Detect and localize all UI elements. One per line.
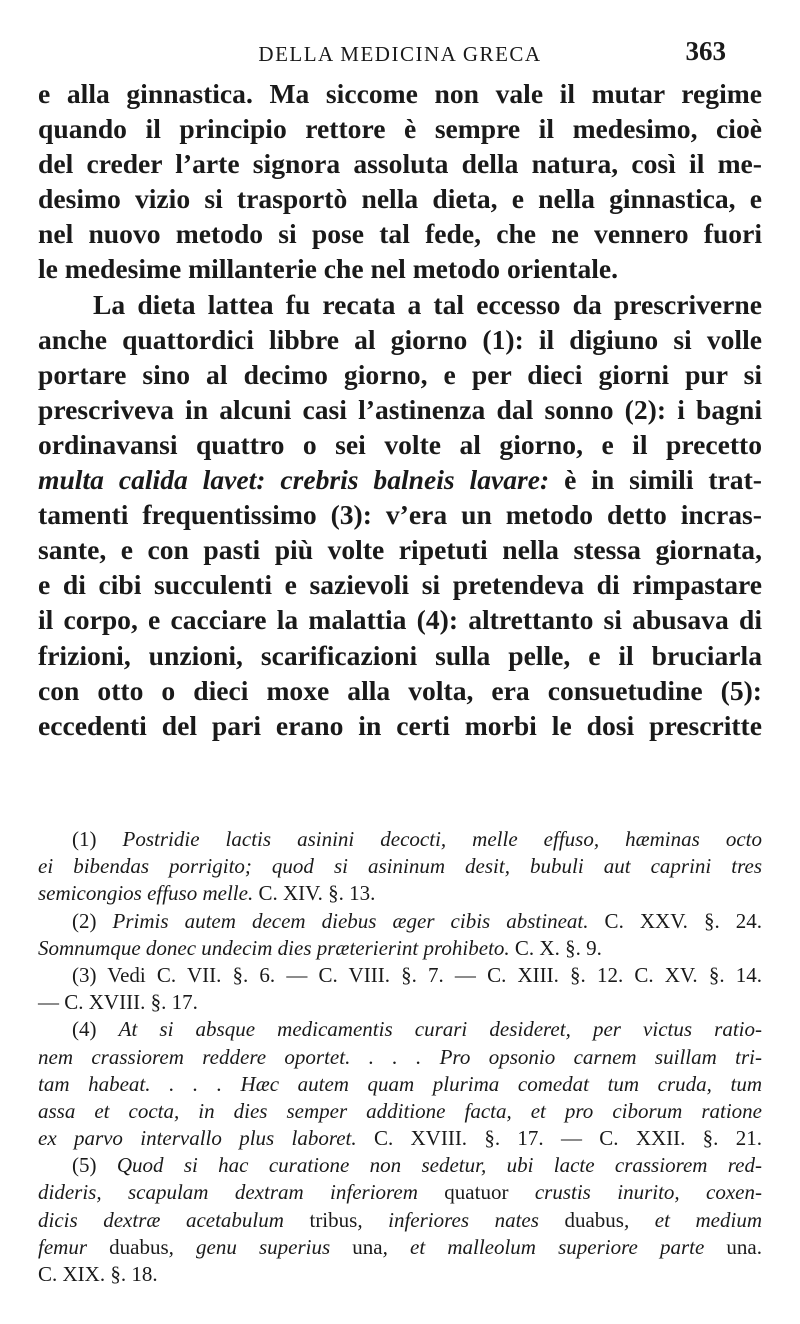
body-line-rest: è in simili trat- [549,464,762,496]
body-line: ordinavansi quattro o sei volte al giorno, e il precetto [38,428,762,460]
footnote-marker-1: (1) [72,827,123,851]
body-line: e alla ginnastica. Ma siccome non vale il mutar regime [38,78,762,109]
footnote-line: Somnumque donec undecim dies præterierint prohibeto. C. X. §. 9. [38,935,602,960]
running-head [38,36,762,70]
footnotes [38,826,762,1288]
running-title: DELLA MEDICINA GRECA [258,42,542,66]
footnote-line: assa et cocta, in dies semper additione facta, et pro ciborum ratione [38,1098,762,1123]
body-line: eccedenti del pari erano in certi morbi le dosi prescritte [38,709,762,741]
footnote-line: femur duabus, genu superius una, et malleolum superiore parte una. [38,1234,763,1259]
body-line: nel nuovo metodo si pose tal fede, che ne vennero fuori [38,218,762,250]
footnote-line: semicongios effuso melle. C. XIV. §. 13. [38,881,376,906]
body-line: portare sino al decimo giorno, e per dieci giorni pur si [38,358,762,390]
body-line: frizioni, unzioni, scarificazioni sulla pelle, e il bruciarla [38,639,762,671]
body-text [38,76,762,743]
body-line: e di cibi succulenti e sazievoli si pretendeva di rimpastare [38,569,762,601]
footnote-marker-4: (4) [72,1017,119,1042]
footnote-line: (5) Quod si hac curatione non sedetur, ubi lacte crassiorem red- [72,1153,762,1178]
footnote-line: dideris, scapulam dextram inferiorem quatuor crustis inurito, coxen- [38,1180,762,1205]
body-line: il corpo, e cacciare la malattia (4): altrettanto si abusava di [38,604,762,636]
latin-quote: multa calida lavet: crebris balneis lavare: [38,464,550,496]
body-line: prescriveva in alcuni casi l’astinenza dal sonno (2): i bagni [38,393,762,425]
body-line: anche quattordici libbre al giorno (1): il digiuno si volle [38,323,762,355]
footnote-text: Postridie lactis asinini decocti, melle effuso, hæminas octo [122,827,762,851]
footnote-marker-5: (5) [72,1153,117,1178]
footnote-line: C. XIX. §. 18. [38,1262,158,1286]
body-line: con otto o dieci moxe alla volta, era consuetudine (5): [38,674,762,706]
footnote-line: ex parvo intervallo plus laboret. C. XVIII. §. 17. — C. XXII. §. 21. [38,1126,762,1151]
body-line: La dieta lattea fu recata a tal eccesso da prescriverne [93,288,762,320]
body-line: tamenti frequentissimo (3): v’era un metodo detto incras- [38,499,762,531]
body-line-with-latin-quote [38,462,762,497]
footnote-line: (2) Primis autem decem diebus æger cibis abstineat. C. XXV. §. 24. [72,908,762,933]
footnote-marker-2: (2) [72,908,113,933]
body-line: del creder l’arte signora assoluta della natura, così il me- [38,148,762,180]
footnote-line: tam habeat. . . . Hæc autem quam plurima comedat tum cruda, tum [38,1071,762,1096]
body-line: sante, e con pasti più volte ripetuti nella stessa giornata, [38,534,762,566]
footnote-line: (4) At si absque medicamentis curari desideret, per victus ratio- [72,1017,762,1042]
footnote-line: ei bibendas porrigito; quod si asininum desit, bubuli aut caprini tres [38,854,762,879]
footnote-line: — C. XVIII. §. 17. [38,990,198,1015]
page-number: 363 [685,36,726,66]
body-line: desimo vizio si trasportò nella dieta, e nella ginnastica, e [38,183,762,215]
body-line: quando il principio rettore è sempre il medesimo, cioè [38,113,762,145]
footnote-line: nem crassiorem reddere oportet. . . . Pro opsonio carnem suillam tri- [38,1044,762,1069]
body-line: le medesime millanterie che nel metodo orientale. [38,253,619,285]
footnote-line [38,826,762,853]
footnote-line: dicis dextræ acetabulum tribus, inferiores nates duabus, et medium [38,1207,762,1232]
footnote-line: (3) Vedi C. VII. §. 6. — C. VIII. §. 7. — C. XIII. §. 12. C. XV. §. 14. [72,962,762,987]
